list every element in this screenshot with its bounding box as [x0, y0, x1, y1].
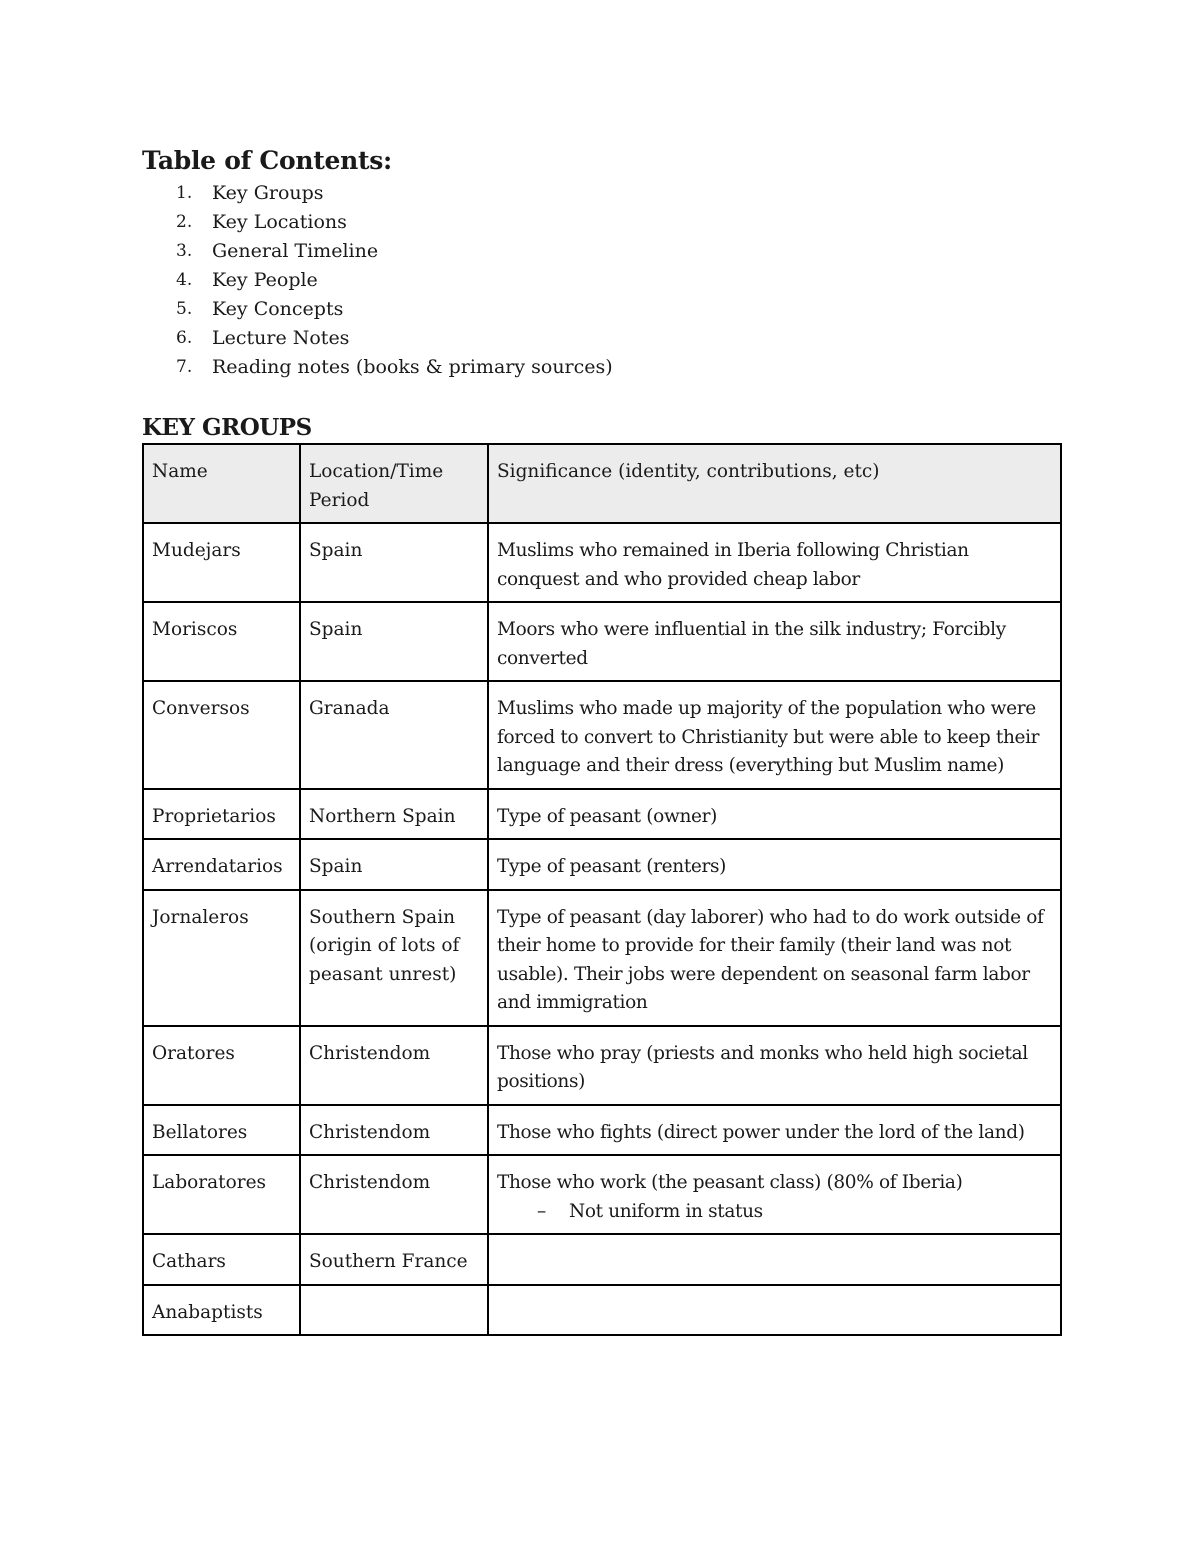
- toc-item-number: 2.: [176, 212, 193, 232]
- toc-item-number: 1.: [176, 183, 193, 203]
- table-row: [143, 1026, 1061, 1105]
- table-row: [143, 681, 1061, 789]
- table-row: [143, 839, 1061, 890]
- toc-item-label: General Timeline: [212, 240, 379, 262]
- toc-item: [142, 179, 613, 208]
- cell-name: Moriscos: [143, 602, 300, 681]
- sub-bullet-text: Not uniform in status: [569, 1200, 763, 1222]
- cell-location: Southern Spain (origin of lots of peasant unrest): [300, 890, 488, 1026]
- cell-significance: Those who pray (priests and monks who held high societal positions): [488, 1026, 1061, 1105]
- header-name: Name: [143, 444, 300, 523]
- toc-item-number: 3.: [176, 241, 193, 261]
- cell-location: [300, 1285, 488, 1336]
- toc-item: [142, 266, 613, 295]
- table-row: [143, 789, 1061, 840]
- empty-cell-content: [497, 1299, 1052, 1327]
- cell-location: Christendom: [300, 1026, 488, 1105]
- cell-significance: Moors who were influential in the silk industry; Forcibly converted: [488, 602, 1061, 681]
- toc-item-label: Key Locations: [212, 211, 347, 233]
- toc-item-label: Key People: [212, 269, 318, 291]
- toc-item: [142, 295, 613, 324]
- table-row: [143, 523, 1061, 602]
- key-groups-title: KEY GROUPS: [142, 414, 312, 441]
- cell-significance: [488, 1285, 1061, 1336]
- cell-name: Conversos: [143, 681, 300, 789]
- toc-item-label: Key Groups: [212, 182, 324, 204]
- toc-item-label: Reading notes (books & primary sources): [212, 356, 613, 378]
- cell-significance: Type of peasant (renters): [488, 839, 1061, 890]
- table-row: [143, 1285, 1061, 1336]
- sub-bullet-item: [497, 1198, 1052, 1227]
- cell-location: Northern Spain: [300, 789, 488, 840]
- cell-significance: Muslims who made up majority of the population who were forced to convert to Christianity but were able to keep their language and their dress (everything but Muslim name): [488, 681, 1061, 789]
- cell-location: Spain: [300, 839, 488, 890]
- toc-list: [142, 179, 613, 382]
- toc-item-number: 6.: [176, 328, 193, 348]
- cell-location: Spain: [300, 602, 488, 681]
- cell-name: Mudejars: [143, 523, 300, 602]
- toc-item: [142, 237, 613, 266]
- table-row: [143, 1234, 1061, 1285]
- table-header-row: [143, 444, 1061, 523]
- cell-name: Bellatores: [143, 1105, 300, 1156]
- table-row: [143, 890, 1061, 1026]
- cell-significance: Those who fights (direct power under the lord of the land): [488, 1105, 1061, 1156]
- toc-item: [142, 353, 613, 382]
- header-significance: Significance (identity, contributions, etc): [488, 444, 1061, 523]
- toc-item: [142, 208, 613, 237]
- cell-significance: Type of peasant (day laborer) who had to do work outside of their home to provide for their family (their land was not usable). Their jobs were dependent on seasonal farm labor and immigration: [488, 890, 1061, 1026]
- cell-name: Oratores: [143, 1026, 300, 1105]
- cell-name: Arrendatarios: [143, 839, 300, 890]
- toc-item-label: Key Concepts: [212, 298, 344, 320]
- cell-name: Anabaptists: [143, 1285, 300, 1336]
- cell-location: Southern France: [300, 1234, 488, 1285]
- toc-item-number: 7.: [176, 357, 193, 377]
- cell-location: Christendom: [300, 1155, 488, 1234]
- toc-item-number: 4.: [176, 270, 193, 290]
- cell-significance: [488, 1234, 1061, 1285]
- cell-name: Cathars: [143, 1234, 300, 1285]
- header-location: Location/Time Period: [300, 444, 488, 523]
- cell-significance: Muslims who remained in Iberia following Christian conquest and who provided cheap labor: [488, 523, 1061, 602]
- cell-significance: Type of peasant (owner): [488, 789, 1061, 840]
- cell-significance: [488, 1155, 1061, 1234]
- significance-text: Those who work (the peasant class) (80% of Iberia): [497, 1172, 963, 1193]
- cell-name: Proprietarios: [143, 789, 300, 840]
- toc-item-label: Lecture Notes: [212, 327, 350, 349]
- table-row: [143, 1155, 1061, 1234]
- cell-location: Christendom: [300, 1105, 488, 1156]
- dash-bullet: –: [537, 1200, 546, 1222]
- cell-name: Laboratores: [143, 1155, 300, 1234]
- cell-location: Granada: [300, 681, 488, 789]
- table-row: [143, 1105, 1061, 1156]
- cell-name: Jornaleros: [143, 890, 300, 1026]
- cell-location: Spain: [300, 523, 488, 602]
- toc-item-number: 5.: [176, 299, 193, 319]
- key-groups-table: [142, 443, 1062, 1336]
- toc-item: [142, 324, 613, 353]
- empty-cell-content: [309, 1299, 479, 1327]
- empty-cell-content: [497, 1248, 1052, 1276]
- table-row: [143, 602, 1061, 681]
- toc-title: Table of Contents:: [142, 146, 392, 175]
